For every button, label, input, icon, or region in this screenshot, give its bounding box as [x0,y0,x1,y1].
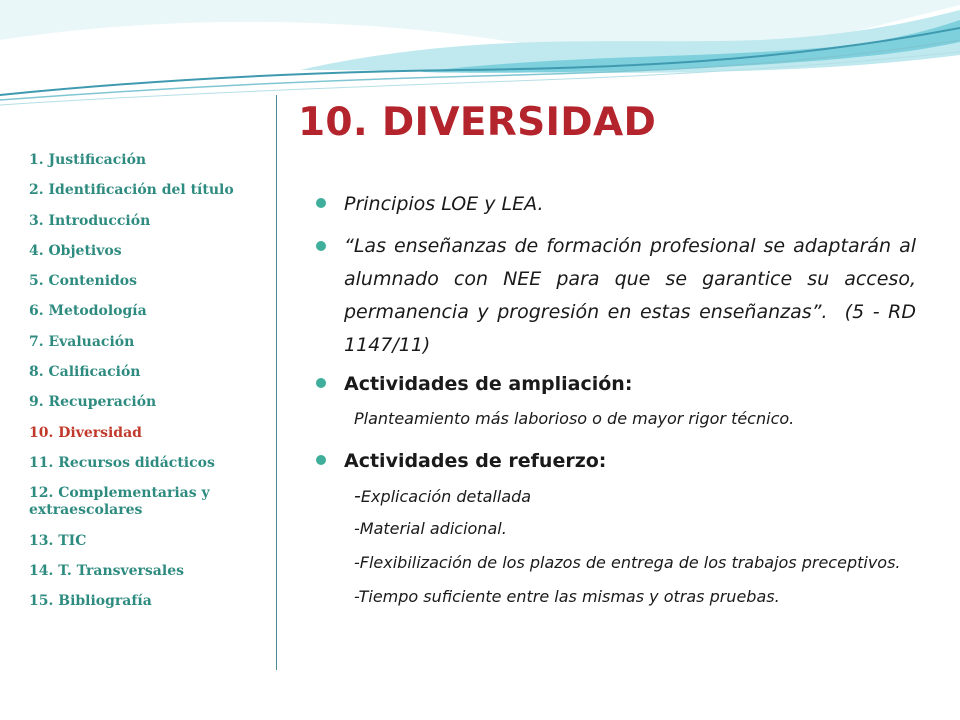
nav-item-justificacion[interactable]: 1. Justificación [29,152,147,168]
nav-item-complementarias[interactable]: 12. Complementarias y extraescolares [29,485,210,519]
nav-item-evaluacion[interactable]: 7. Evaluación [29,333,135,350]
nav-item-calificacion[interactable]: 8. Calificación [29,364,141,381]
slide-title: 10. DIVERSIDAD [298,100,657,145]
nav-item-recursos[interactable]: 11. Recursos didácticos [29,454,215,471]
nav-item-objetivos[interactable]: 4. Objetivos [29,242,122,259]
nav-item-bibliografia[interactable]: 15. Bibliografía [29,593,152,610]
refuerzo-item-text: Explicación detallada [360,487,532,506]
nav-item-diversidad[interactable]: 10. Diversidad [29,424,142,441]
sidebar-navigation [29,152,269,623]
refuerzo-list [354,481,916,614]
refuerzo-item: -Explicación detallada [354,485,532,507]
slide-content [316,190,916,614]
bullet-refuerzo: Actividades de refuerzo: [316,447,916,475]
bullet-principios: Principios LOE y LEA. [316,190,916,218]
nav-item-tic[interactable]: 13. TIC [29,532,87,549]
quote-reference: (5 - RD 1147/11) [344,301,916,356]
refuerzo-item: -Material adicional. [354,519,507,538]
nav-item-contenidos[interactable]: 5. Contenidos [29,273,138,290]
nav-item-identificacion[interactable]: 2. Identificación del título [29,182,234,199]
vertical-divider [276,95,277,670]
header-wave-decoration [0,0,960,110]
nav-item-metodologia[interactable]: 6. Metodología [29,303,147,320]
quote-text: “Las enseñanzas de formación profesional se adaptarán al alumnado con NEE para que se garantice su acceso, permanencia y progresión en estas enseñanzas”. [344,235,916,323]
refuerzo-item: -Tiempo suficiente entre las mismas y otras pruebas. [354,587,780,606]
nav-item-introduccion[interactable]: 3. Introducción [29,212,151,229]
refuerzo-item: -Flexibilización de los plazos de entrega de los trabajos preceptivos. [354,553,901,572]
bullet-quote [316,230,916,362]
nav-item-transversales[interactable]: 14. T. Transversales [29,562,184,579]
nav-item-recuperacion[interactable]: 9. Recuperación [29,394,157,411]
ampliacion-detail: Planteamiento más laborioso o de mayor rigor técnico. [354,409,795,428]
bullet-ampliacion: Actividades de ampliación: [316,370,916,398]
